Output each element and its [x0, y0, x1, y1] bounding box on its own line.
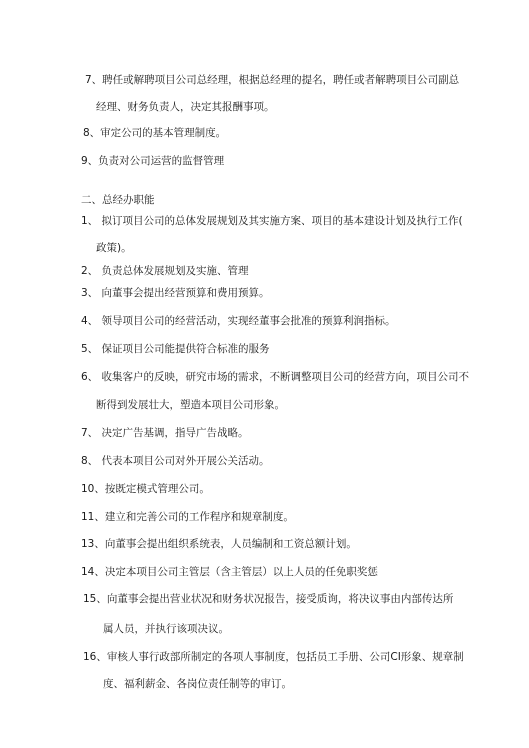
text-line: 经理、财务负责人，决定其报酬事项。	[96, 101, 275, 113]
text-line: 8、 代表本项目公司对外开展公关活动。	[81, 455, 270, 467]
text-line: 7、聘任或解聘项目公司总经理，根据总经理的提名，聘任或者解聘项目公司副总	[85, 74, 460, 86]
text-line: 11、建立和完善公司的工作程序和规章制度。	[81, 511, 294, 523]
text-line: 属人员，并执行该项决议。	[103, 623, 229, 635]
text-line: 1、 拟订项目公司的总体发展规划及其实施方案、项目的基本建设计划及执行工作(	[81, 215, 463, 227]
text-line: 15、向董事会提出营业状况和财务状况报告，接受质询，将决议事由内部传达所	[83, 593, 454, 605]
text-line: 9、负责对公司运营的监督管理	[81, 155, 225, 167]
text-line: 度、福利薪金、各岗位责任制等的审订。	[103, 678, 292, 690]
text-line: 7、 决定广告基调，指导广告战略。	[81, 427, 249, 439]
text-line: 8、审定公司的基本管理制度。	[83, 127, 227, 139]
text-line: 6、 收集客户的反映，研究市场的需求，不断调整项目公司的经营方向，项目公司不	[81, 371, 470, 383]
text-line: 2、 负责总体发展规划及实施、管理	[81, 265, 249, 277]
text-line: 4、 领导项目公司的经营活动，实现经董事会批准的预算利润指标。	[81, 315, 396, 327]
text-line: 3、 向董事会提出经营预算和费用预算。	[81, 287, 270, 299]
section-heading: 二、总经办职能	[81, 194, 155, 206]
text-line: 政策)。	[96, 242, 132, 254]
text-line: 13、向董事会提出组织系统表，人员编制和工资总额计划。	[81, 538, 357, 550]
text-line: 16、审核人事行政部所制定的各项人事制度，包括员工手册、公司CI形象、规章制	[83, 651, 464, 663]
text-line: 断得到发展壮大，塑造本项目公司形象。	[96, 399, 285, 411]
text-line: 14、决定本项目公司主管层（含主管层）以上人员的任免职奖惩	[81, 566, 378, 578]
text-line: 5、 保证项目公司能提供符合标准的服务	[81, 343, 270, 355]
text-line: 10、按既定模式管理公司。	[81, 483, 210, 495]
